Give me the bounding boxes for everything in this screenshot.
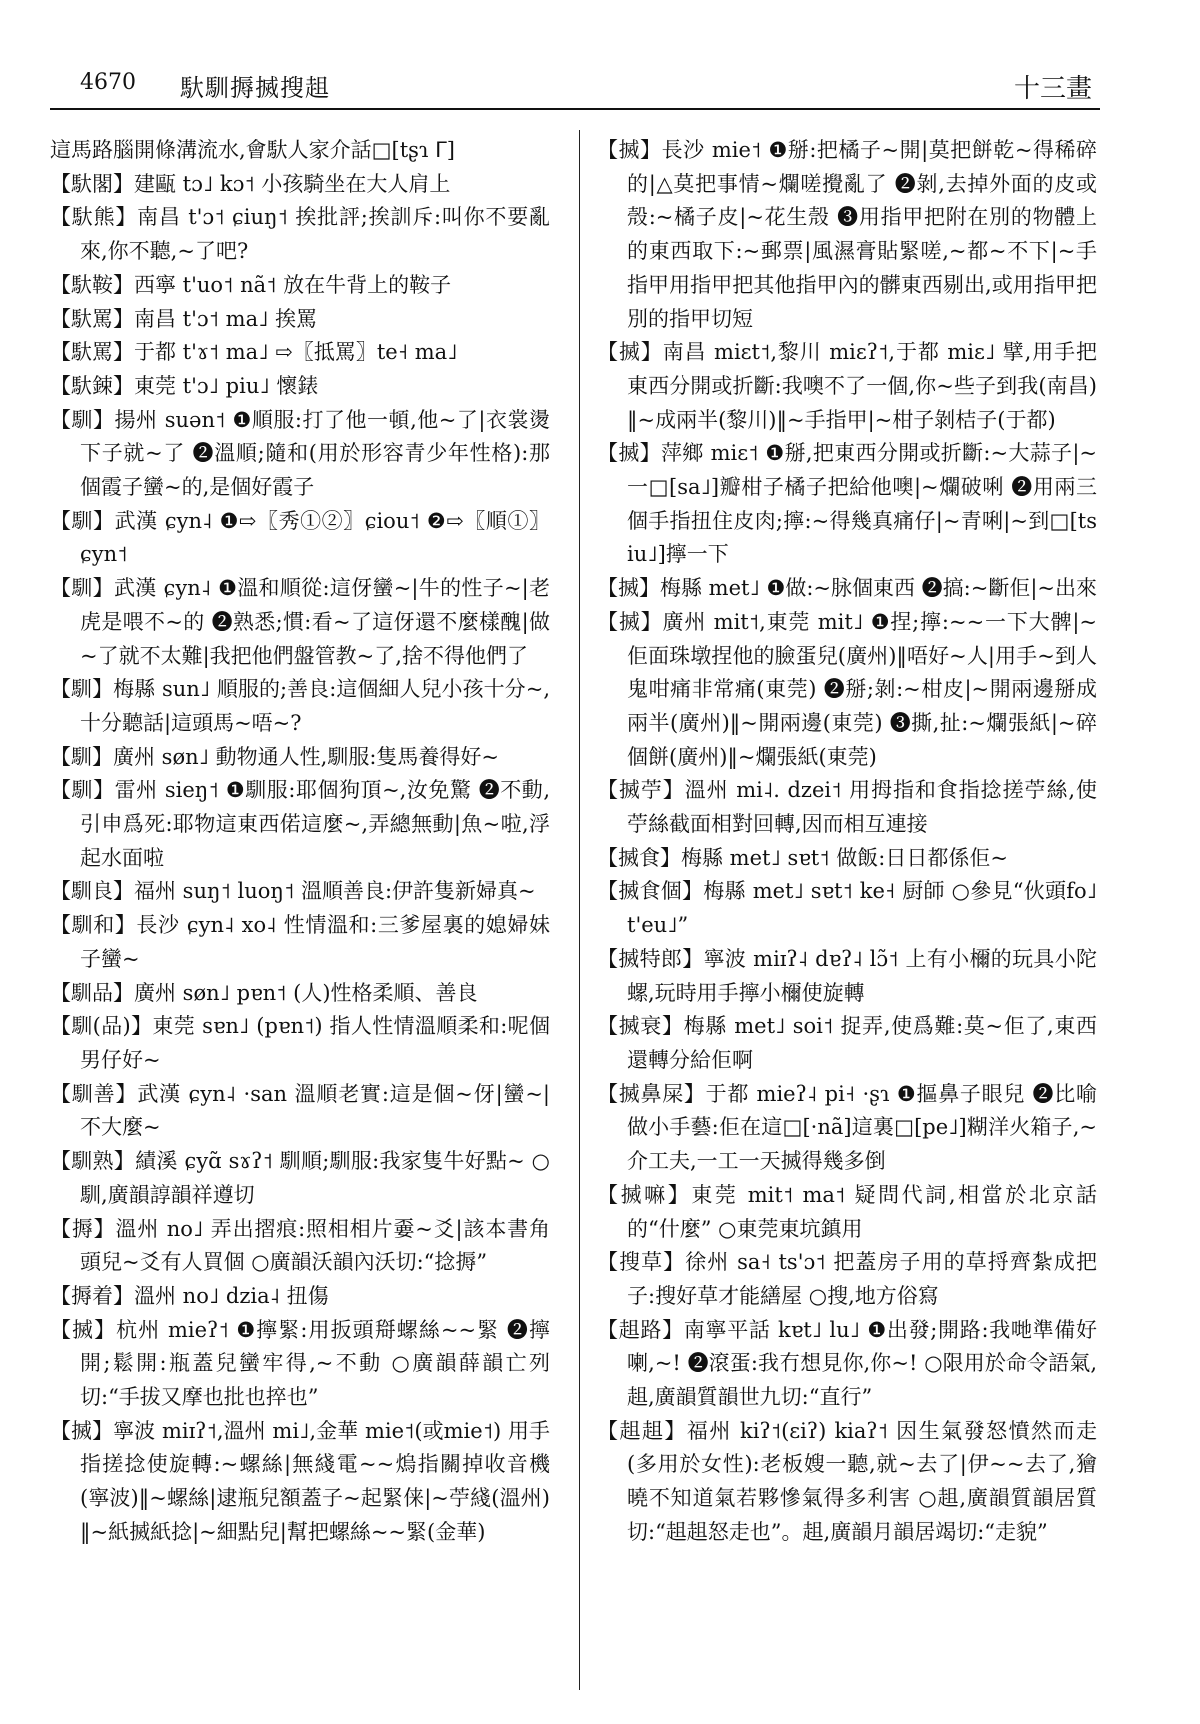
dictionary-entry <box>597 437 1097 572</box>
dictionary-entry <box>50 1280 550 1314</box>
dictionary-entry <box>50 774 550 875</box>
entry-definition: 雷州 sieŋ˦ ❶馴服:耶個狗頂~,汝免驚 ❷不動,引申爲死:耶物這東西偌這麼~,弄總無動|魚~啦,浮起水面啦 <box>80 778 550 870</box>
entry-definition: 廣州 søn˩ 動物通人性,馴服:隻馬養得好~ <box>113 744 499 769</box>
left-column <box>50 134 550 1714</box>
dictionary-entry <box>50 741 550 775</box>
entry-definition: 東莞 sɐn˩ (pɐn˦) 指人性情溫順柔和:呢個男仔好~ <box>80 1014 550 1072</box>
entry-headword: 【搣】 <box>50 1418 114 1443</box>
dictionary-entry <box>597 943 1097 1010</box>
entry-definition: 長沙 mie˦ ❶掰:把橘子~開|莫把餅乾~得稀碎的|△莫把事情~爛嗟攪亂了 ❷剝,去掉外面的皮或殼:~橘子皮|~花生殼 ❸用指甲把附在別的物體上的東西取下:~郵票|風濕膏貼緊嗟,~都~不下|~手指甲用指甲把其他指甲內的髒東西剔出,或用指甲把別的指甲切短 <box>627 138 1097 331</box>
entry-definition: 揚州 suən˦ ❶順服:打了他一頓,他~了|衣裳燙下子就~了 ❷溫順;隨和(用於形容青少年性格):那個霞子蠻~的,是個好霞子 <box>80 407 550 500</box>
entry-definition: 建甌 tɔ˩ kɔ˦ 小孩騎坐在大人肩上 <box>134 171 451 196</box>
entry-definition: 武漢 ɕyn˨ ❶溫和順從:這伢蠻~|牛的性子~|老虎是喂不~的 ❷熟悉;慣:看~了這伢還不麼樣醜|做~了就不太難|我把他們盤管教~了,捨不得他們了 <box>80 576 550 668</box>
entry-headword: 【搣食個】 <box>597 879 704 904</box>
dictionary-entry <box>50 134 550 168</box>
entry-headword: 【搣鼻屎】 <box>597 1081 706 1106</box>
entry-headword: 【搣衰】 <box>597 1014 684 1039</box>
entry-headword: 【馴】 <box>50 744 113 769</box>
entry-definition: 溫州 no˩ dzia˨ 扭傷 <box>134 1283 329 1308</box>
page-header <box>50 64 1100 110</box>
dictionary-entry <box>50 1213 550 1280</box>
dictionary-entry <box>597 572 1097 606</box>
dictionary-entry <box>50 1078 550 1145</box>
entry-headword: 【搣】 <box>50 1317 117 1342</box>
entry-definition: 溫州 mi˨. dzei˦ 用拇指和食指捻搓苧絲,使苧絲截面相對回轉,因而相互連接 <box>627 778 1097 837</box>
entry-definition: 杭州 mieʔ˦ ❶擰緊:用扳頭搿螺絲~~緊 ❷擰開;鬆開:瓶蓋兒蠻牢得,~不動 ○廣韻薛韻亡列切:“手拔又摩也批也捽也” <box>80 1317 550 1410</box>
entry-headword: 【馴品】 <box>50 980 134 1005</box>
entry-definition: 南昌 miɛt˦,黎川 miɛʔ˦,于都 miɛ˩ 擘,用手把東西分開或折斷:我噢不了一個,你~些子到我(南昌)‖~成兩半(黎川)‖~手指甲|~柑子剝桔子(于都) <box>627 340 1097 432</box>
dictionary-entry <box>50 1145 550 1212</box>
entry-headword: 【馴熟】 <box>50 1149 136 1174</box>
dictionary-entry <box>597 1010 1097 1077</box>
dictionary-entry <box>50 168 550 202</box>
entry-headword: 【馱閣】 <box>50 171 134 196</box>
entry-definition: 溫州 no˩ 弄出摺痕:照相相片嫑~爻|該本書角頭兒~爻有人買個 ○廣韻沃韻內沃切:“捻搙” <box>80 1216 550 1275</box>
stroke-section-title: 十三畫 <box>1013 74 1092 104</box>
dictionary-entry <box>597 1415 1097 1550</box>
entry-headword: 【搣】 <box>597 441 661 466</box>
entry-headword: 【馴】 <box>50 407 115 432</box>
entry-definition: 武漢 ɕyn˨ ❶⇨〖秀①②〗ɕiou˦ ❷⇨〖順①〗ɕyn˦ <box>80 508 550 567</box>
entry-definition: 梅縣 sun˩ 順服的;善良:這個細人兒小孩十分~,十分聽話|這頭馬~唔~? <box>80 677 550 735</box>
dictionary-entry <box>50 909 550 976</box>
entry-headword: 【馱熊】 <box>50 205 138 230</box>
entry-headword: 【趄趄】 <box>597 1418 687 1443</box>
entry-definition: 梅縣 met˩ soi˦ 捉弄,使爲難:莫~佢了,東西還轉分給佢啊 <box>627 1014 1097 1072</box>
dictionary-entry <box>597 1179 1097 1246</box>
column-divider <box>579 130 580 1690</box>
dictionary-entry <box>597 1246 1097 1313</box>
entry-definition: 西寧 t'uo˦ nã˦ 放在牛背上的鞍子 <box>134 272 452 297</box>
dictionary-entry <box>597 1078 1097 1179</box>
header-headwords: 馱馴搙搣搜趄 <box>180 74 330 102</box>
dictionary-entry <box>597 134 1097 336</box>
entry-headword: 【馴(品)】 <box>50 1014 153 1039</box>
entry-headword: 【搣】 <box>597 340 663 365</box>
entry-headword: 【馴良】 <box>50 879 134 904</box>
dictionary-entry <box>597 842 1097 876</box>
page-number: 4670 <box>80 70 136 95</box>
dictionary-entry <box>50 404 550 505</box>
entry-definition: 寧波 miɪʔ˦,溫州 mi˩,金華 mie˦(或mie˦) 用手指搓捻使旋轉:~螺絲|無綫電~~熓指關掉收音機(寧波)‖~螺絲|逮瓶兒額蓋子~起緊俫|~苧綫(溫州)‖~紙搣紙捻|~細點兒|幫把螺絲~~緊(金華) <box>80 1418 550 1544</box>
entry-definition: 長沙 ɕyn˨ xo˨ 性情溫和:三爹屋裏的媳婦妹子蠻~ <box>80 913 550 971</box>
entry-definition: 這馬路腦開條溝流水,會馱人家介話□[tʂɿ ᒥ] <box>50 138 455 162</box>
entry-headword: 【馴】 <box>50 508 115 533</box>
entry-headword: 【搙着】 <box>50 1283 134 1308</box>
entry-definition: 南昌 t'ɔ˦ ma˩ 挨罵 <box>134 306 318 331</box>
dictionary-entry <box>597 774 1097 841</box>
entry-headword: 【馴】 <box>50 677 114 702</box>
entry-headword: 【馴善】 <box>50 1081 138 1106</box>
dictionary-entry <box>50 269 550 303</box>
entry-headword: 【搣特郎】 <box>597 946 704 971</box>
entry-headword: 【趄路】 <box>597 1317 684 1342</box>
entry-definition: 廣州 mit˦,東莞 mit˩ ❶捏;擰:~~一下大髀|~佢面珠墩捏他的臉蛋兒(廣州)‖唔好~人|用手~到人鬼咁痛非常痛(東莞) ❷掰;剝:~柑皮|~開兩邊掰成兩半(廣州)‖~開兩邊(東莞) ❸撕,扯:~爛張紙|~碎個餅(廣州)‖~爛張紙(東莞) <box>627 609 1097 769</box>
entry-definition: 東莞 t'ɔ˩ piu˩ 懷錶 <box>134 373 319 398</box>
entry-headword: 【馱鞍】 <box>50 272 134 297</box>
entry-definition: 南昌 t'ɔ˦ ɕiuŋ˦ 挨批評;挨訓斥:叫你不要亂來,你不聽,~了吧? <box>80 205 550 264</box>
entry-headword: 【馴】 <box>50 778 115 803</box>
entry-headword: 【馱鋉】 <box>50 373 134 398</box>
entry-definition: 于都 mieʔ˨ pi˧ ·ʂɿ ❶摳鼻子眼兒 ❷比喻做小手藝:佢在這□[·nã]這裏□[pe˩]糊洋火箱子,~介工夫,一工一天搣得幾多倒 <box>627 1081 1097 1174</box>
dictionary-entry <box>50 673 550 740</box>
dictionary-entry <box>50 303 550 337</box>
entry-headword: 【馱罵】 <box>50 340 134 365</box>
dictionary-entry <box>50 505 550 572</box>
entry-headword: 【搣食】 <box>597 845 681 870</box>
right-column <box>597 134 1097 1714</box>
dictionary-entry <box>597 1314 1097 1415</box>
entry-definition: 于都 t'ɤ˦ ma˩ ⇨〖抵罵〗te˧ ma˩ <box>134 340 458 365</box>
entry-definition: 廣州 søn˩ pɐn˦ (人)性格柔順、善良 <box>134 980 478 1005</box>
dictionary-entry <box>50 1314 550 1415</box>
entry-definition: 梅縣 met˩ sɐt˦ 做飯:日日都係佢~ <box>681 845 1008 870</box>
entry-headword: 【搜草】 <box>597 1250 686 1275</box>
entry-definition: 東莞 mit˦ ma˦ 疑問代詞,相當於北京話的“什麼” ○東莞東坑鎮用 <box>627 1182 1097 1241</box>
entry-headword: 【馴和】 <box>50 913 137 938</box>
entry-headword: 【搣】 <box>597 576 660 601</box>
entry-headword: 【搣苧】 <box>597 778 685 803</box>
entry-headword: 【搣】 <box>597 609 663 634</box>
entry-definition: 武漢 ɕyn˨ ·san 溫順老實:這是個~伢|蠻~|不大麼~ <box>80 1081 550 1140</box>
entry-definition: 梅縣 met˩ sɐt˦ ke˧ 厨師 ○參見“伙頭fo˩ t'eu˩” <box>627 879 1097 938</box>
dictionary-entry <box>50 201 550 268</box>
dictionary-entry <box>50 977 550 1011</box>
dictionary-entry <box>50 875 550 909</box>
dictionary-entry <box>50 370 550 404</box>
dictionary-entry <box>50 1415 550 1550</box>
entry-definition: 寧波 miɪʔ˨ dɐʔ˨ lɔ̃˦ 上有小檷的玩具小陀螺,玩時用手擰小檷使旋轉 <box>627 946 1097 1005</box>
entry-headword: 【搣】 <box>597 138 662 162</box>
dictionary-entry <box>50 336 550 370</box>
dictionary-entry <box>597 336 1097 437</box>
entry-definition: 福州 suŋ˦ luoŋ˦ 溫順善良:伊許隻新婦真~ <box>134 879 536 904</box>
dictionary-entry <box>50 1010 550 1077</box>
entry-headword: 【馴】 <box>50 576 114 601</box>
entry-definition: 福州 kiʔ˦(ɛiʔ) kiaʔ˦ 因生氣發怒憤然而走(多用於女性):老板嫂一聽,就~去了|伊~~去了,獪曉不知道氣若夥慘氣得多利害 ○趄,廣韻質韻居質切:“趄趄怒走也”。趄,廣韻月韻居竭切:“走貌” <box>627 1418 1097 1544</box>
entry-definition: 績溪 ɕyɑ̃ sɤʔ˦ 馴順;馴服:我家隻牛好點~ ○馴,廣韻諄韻祥遵切 <box>80 1149 550 1207</box>
dictionary-entry <box>597 606 1097 775</box>
entry-headword: 【馱罵】 <box>50 306 134 331</box>
dictionary-entry <box>597 875 1097 942</box>
entry-definition: 徐州 sa˧ ts'ɔ˦ 把蓋房子用的草捋齊紮成把子:搜好草才能繕屋 ○搜,地方俗寫 <box>627 1250 1097 1308</box>
entry-headword: 【搙】 <box>50 1216 116 1241</box>
entry-definition: 萍鄉 miɛ˦ ❶掰,把東西分開或折斷:~大蒜子|~一□[sa˩]瓣柑子橘子把給他噢|~爛破唎 ❷用兩三個手指扭住皮肉;擰:~得幾真痛仔|~青唎|~到□[tsiu˩]擰一下 <box>627 441 1097 567</box>
dictionary-entry <box>50 572 550 673</box>
entry-headword: 【搣嘛】 <box>597 1182 692 1207</box>
entry-definition: 梅縣 met˩ ❶做:~脉個東西 ❷搞:~斷佢|~出來 <box>660 576 1097 601</box>
entry-definition: 南寧平話 kɐt˩ lu˩ ❶出發;開路:我哋準備好喇,~! ❷滾蛋:我冇想見你,你~! ○限用於命令語氣,趄,廣韻質韻世九切:“直行” <box>627 1317 1097 1410</box>
